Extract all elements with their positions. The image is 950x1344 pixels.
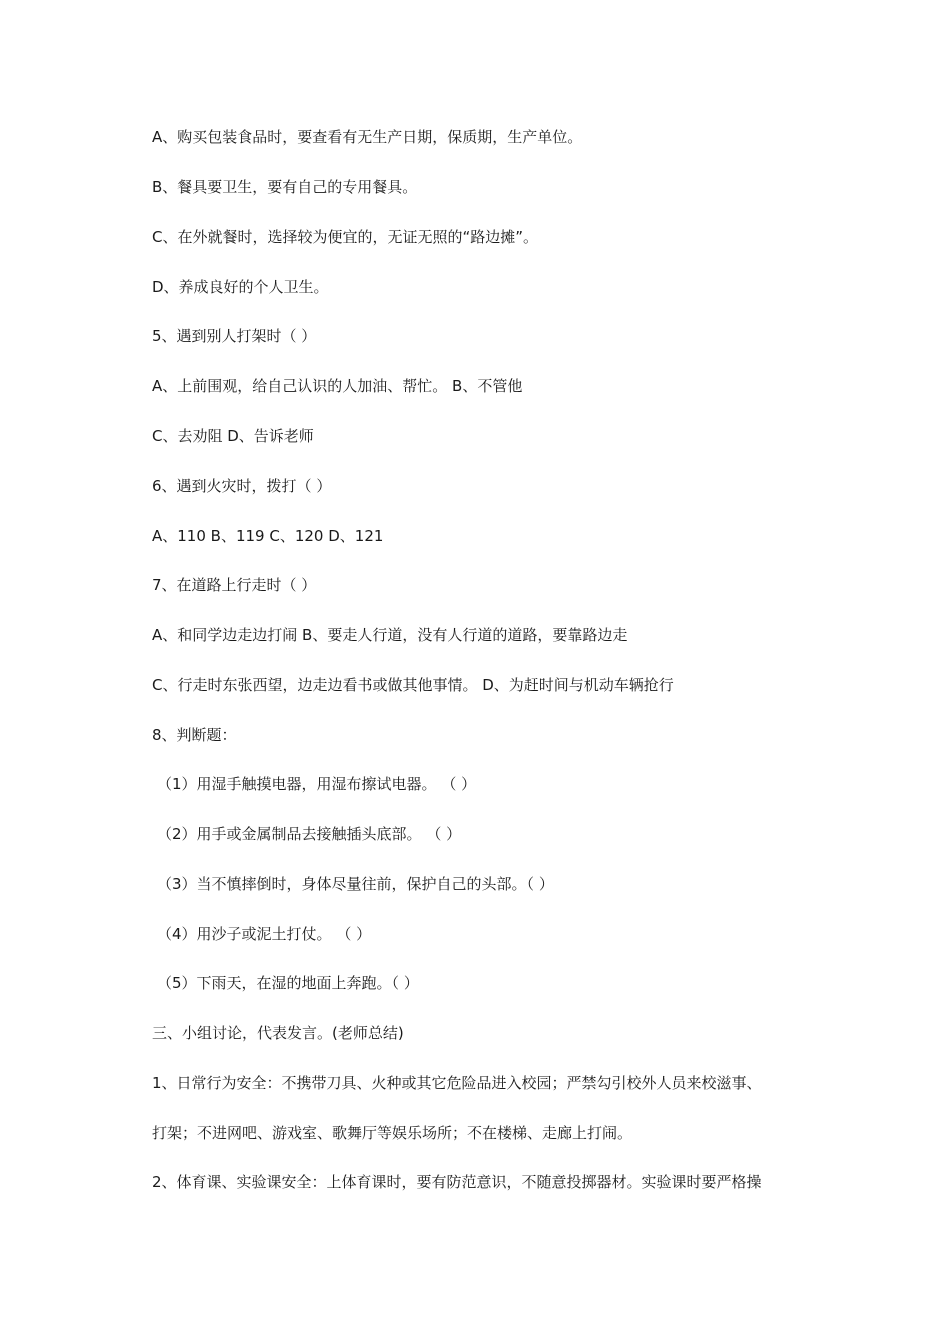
judgement-item-3: （3）当不慎摔倒时，身体尽量往前，保护自己的头部。（ ） [157, 875, 554, 893]
question-7: 7、在道路上行走时（ ） [152, 576, 317, 594]
question-6-options: A、110 B、119 C、120 D、121 [152, 527, 384, 545]
question-7-options-ab: A、和同学边走边打闹 B、要走人行道，没有人行道的道路，要靠路边走 [152, 626, 628, 644]
question-8-heading: 8、判断题： [152, 726, 237, 744]
option-d-hygiene: D、养成良好的个人卫生。 [152, 278, 329, 296]
point-1-line-1: 1、日常行为安全：不携带刀具、火种或其它危险品进入校园；严禁勾引校外人员来校滋事、 [152, 1074, 762, 1092]
option-c-street-stall: C、在外就餐时，选择较为便宜的，无证无照的“路边摊”。 [152, 228, 539, 246]
judgement-item-5: （5）下雨天，在湿的地面上奔跑。（ ） [157, 974, 419, 992]
question-6: 6、遇到火灾时，拨打（ ） [152, 477, 332, 495]
question-5: 5、遇到别人打架时（ ） [152, 327, 317, 345]
judgement-item-1: （1）用湿手触摸电器，用湿布擦试电器。 （ ） [157, 775, 477, 793]
question-7-options-cd: C、行走时东张西望，边走边看书或做其他事情。 D、为赶时间与机动车辆抢行 [152, 676, 674, 694]
option-b-tableware: B、餐具要卫生，要有自己的专用餐具。 [152, 178, 418, 196]
judgement-item-2: （2）用手或金属制品去接触插头底部。 （ ） [157, 825, 462, 843]
point-1-line-2: 打架；不进网吧、游戏室、歌舞厅等娱乐场所；不在楼梯、走廊上打闹。 [152, 1124, 633, 1142]
point-2-line-1: 2、体育课、实验课安全：上体育课时，要有防范意识，不随意投掷器材。实验课时要严格操 [152, 1173, 762, 1191]
judgement-item-4: （4）用沙子或泥土打仗。 （ ） [157, 925, 372, 943]
option-a-food-packaging: A、购买包装食品时，要查看有无生产日期，保质期，生产单位。 [152, 128, 583, 146]
question-5-options-cd: C、去劝阻 D、告诉老师 [152, 427, 314, 445]
question-5-options-ab: A、上前围观，给自己认识的人加油、帮忙。 B、不管他 [152, 377, 523, 395]
section-three-heading: 三、小组讨论，代表发言。(老师总结) [152, 1024, 404, 1042]
